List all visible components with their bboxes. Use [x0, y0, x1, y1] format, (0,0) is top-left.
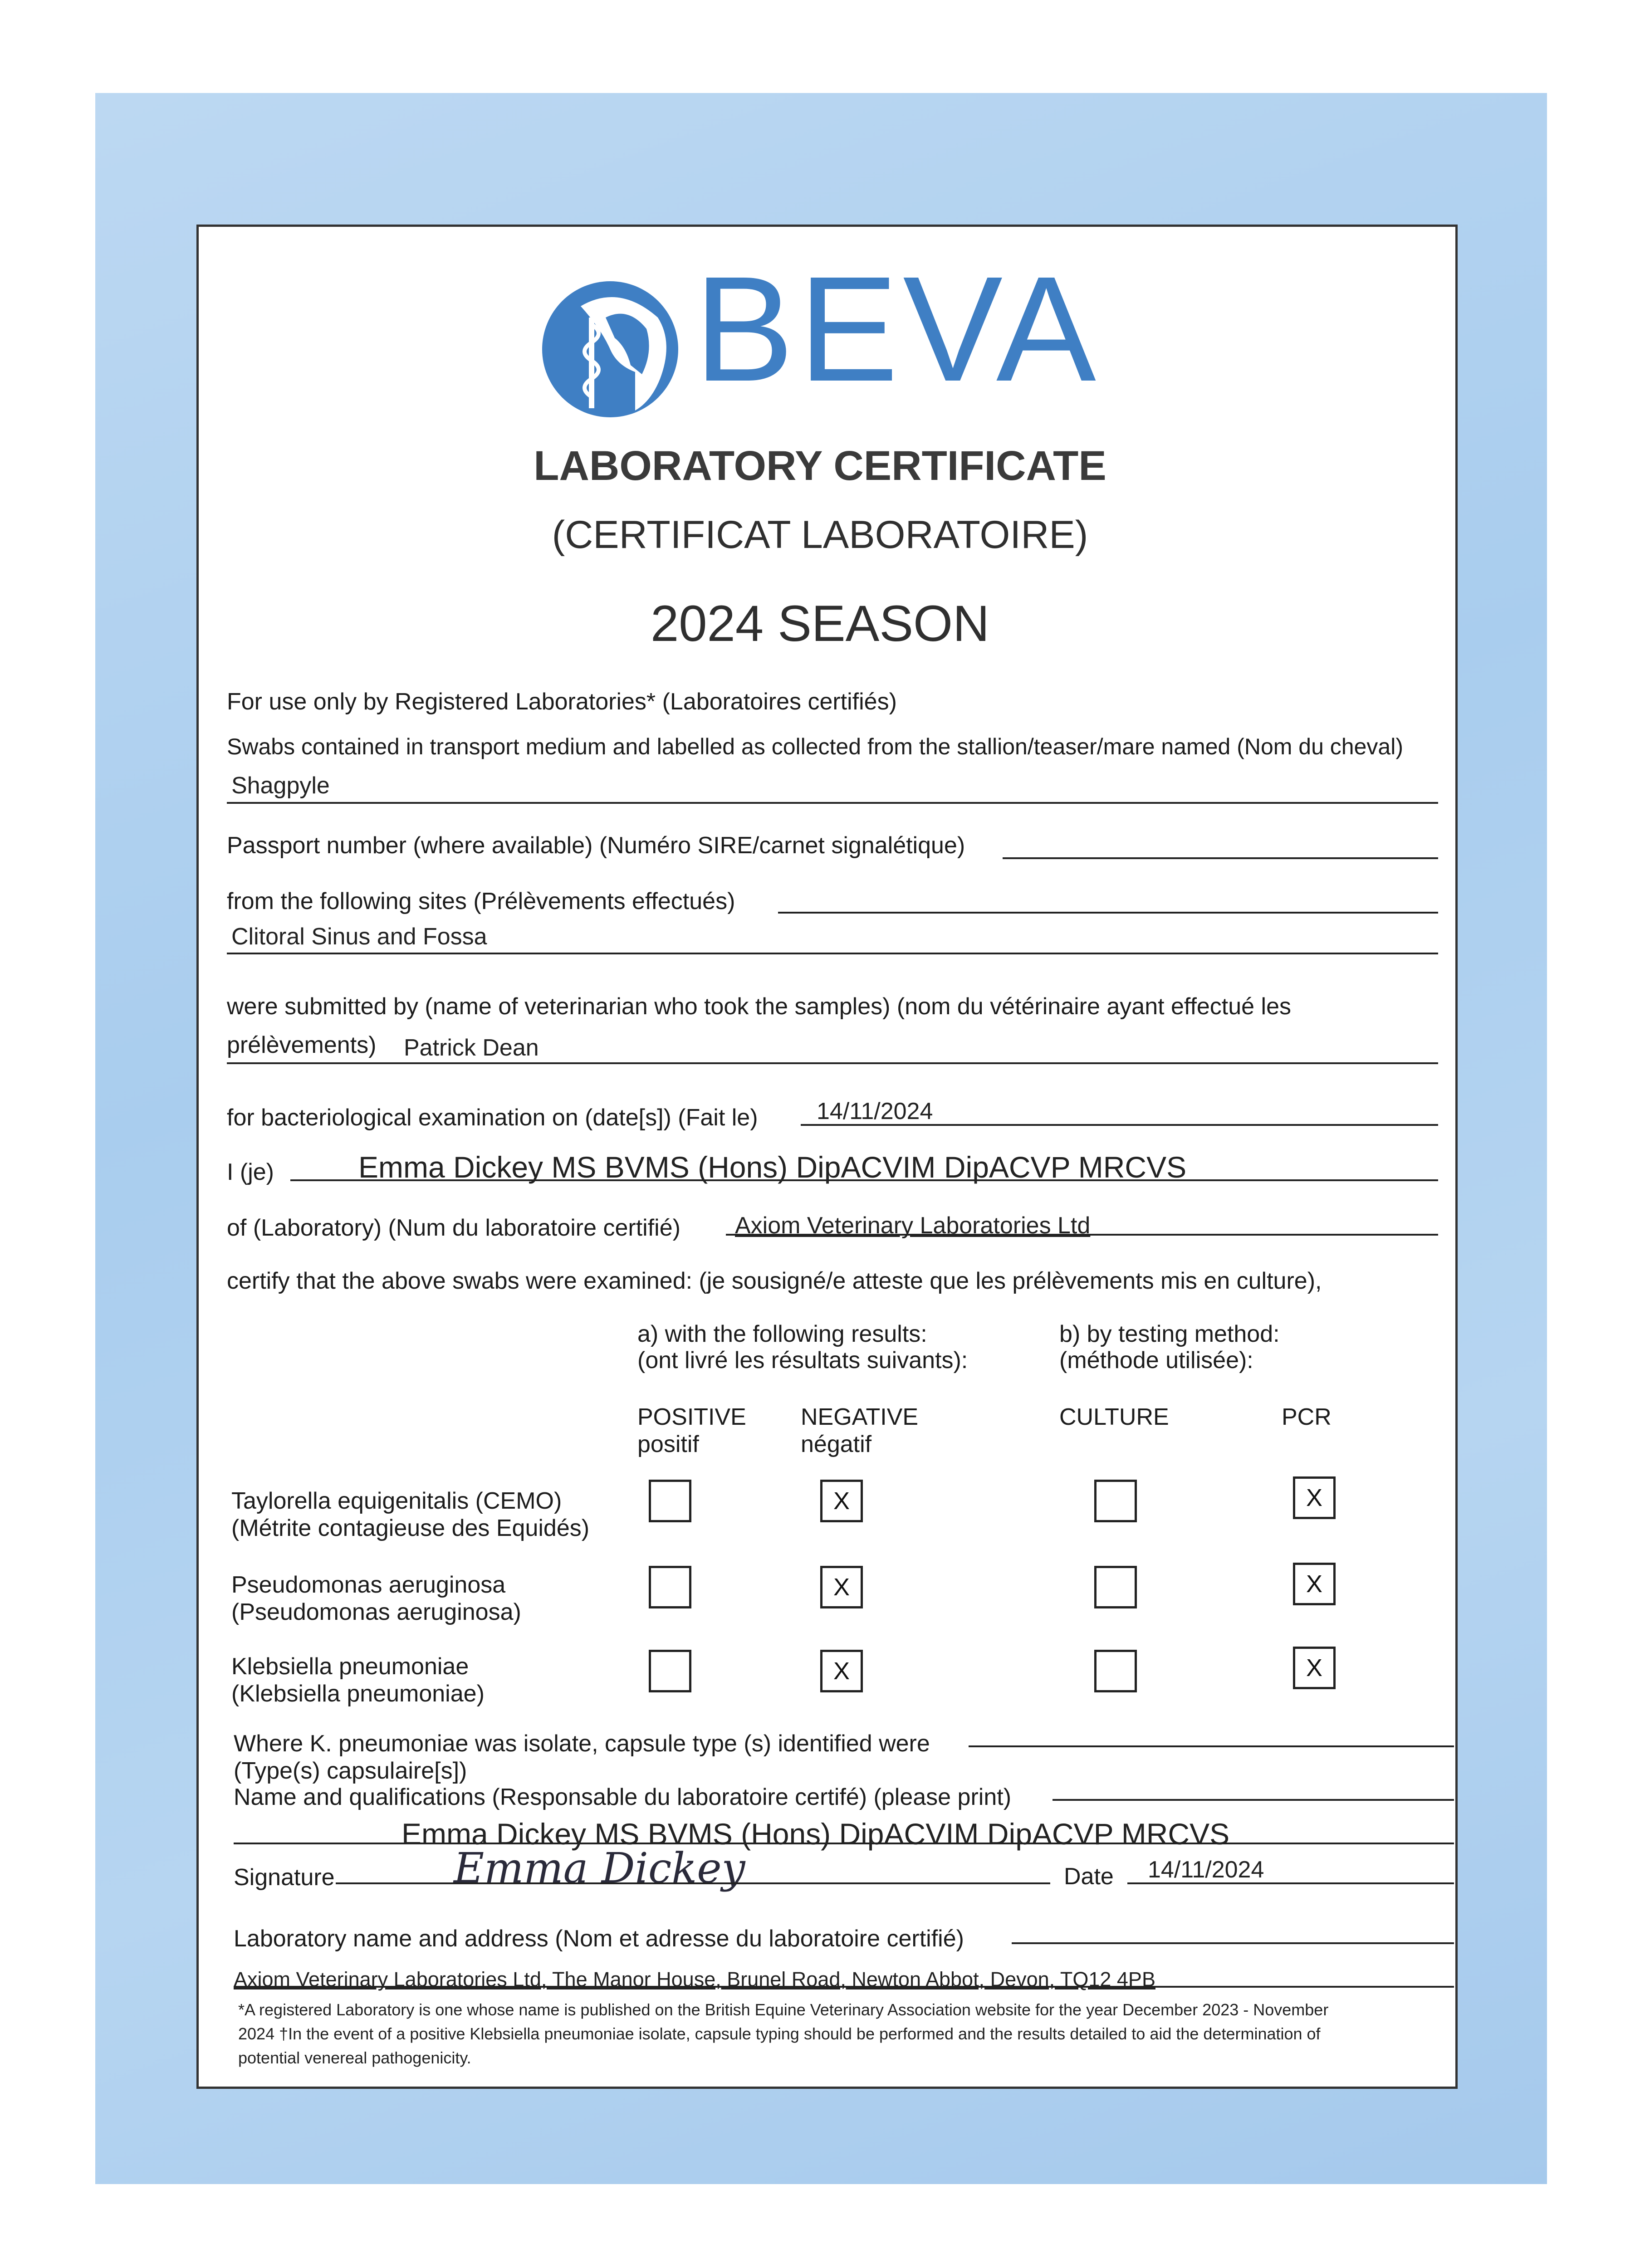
signature-date-line: [1127, 1882, 1454, 1884]
lab-address-line-1: [1012, 1942, 1454, 1944]
method-heading-line-2: (méthode utilisée):: [1059, 1347, 1253, 1374]
culture-checkbox[interactable]: [1094, 1480, 1137, 1522]
culture-checkbox[interactable]: [1094, 1566, 1137, 1608]
i-label: I (je): [227, 1159, 274, 1185]
name-qualifications-label: Name and qualifications (Responsable du laboratoire certifé) (please print): [234, 1784, 1012, 1810]
pcr-checkbox[interactable]: X: [1293, 1476, 1336, 1519]
organism-name: Pseudomonas aeruginosa: [231, 1572, 506, 1598]
method-heading-line-1: b) by testing method:: [1059, 1321, 1280, 1347]
beva-logo-text: BEVA: [694, 245, 1101, 412]
passport-line: [1003, 857, 1438, 859]
lab-address-line-2: [234, 1986, 1454, 1988]
col-positive-header: POSITIVE: [637, 1404, 746, 1430]
positive-checkbox[interactable]: [649, 1566, 691, 1608]
exam-date-label: for bacteriological examination on (date[s]) (Fait le): [227, 1105, 758, 1131]
negative-checkbox[interactable]: X: [820, 1650, 863, 1692]
sites-value: Clitoral Sinus and Fossa: [231, 924, 487, 950]
laboratory-value: Axiom Veterinary Laboratories Ltd: [735, 1212, 1091, 1239]
col-pcr-header: PCR: [1282, 1404, 1332, 1430]
organism-name-fr: (Klebsiella pneumoniae): [231, 1681, 485, 1707]
horse-name-value: Shagpyle: [231, 772, 330, 799]
signature-date-label: Date: [1064, 1863, 1114, 1890]
results-heading-line-1: a) with the following results:: [637, 1321, 927, 1347]
certifier-line: [290, 1179, 1438, 1181]
beva-horse-logo-icon: [538, 274, 683, 424]
signature-label: Signature: [234, 1864, 335, 1891]
capsule-line: [969, 1745, 1454, 1747]
laboratory-line: [726, 1234, 1438, 1236]
positive-checkbox[interactable]: [649, 1480, 691, 1522]
footnote-line-3: potential venereal pathogenicity.: [238, 2048, 471, 2067]
capsule-label: Where K. pneumoniae was isolate, capsule type (s) identified were: [234, 1730, 930, 1757]
name-qualifications-line-1: [1053, 1799, 1454, 1801]
passport-label: Passport number (where available) (Numéro SIRE/carnet signalétique): [227, 832, 965, 859]
horse-name-line: [227, 802, 1438, 804]
footnote-line-1: *A registered Laboratory is one whose name is published on the British Equine Veterinary Association website for the year December 2023 - November: [238, 2000, 1329, 2019]
lab-address-label: Laboratory name and address (Nom et adresse du laboratoire certifié): [234, 1926, 964, 1952]
positive-checkbox[interactable]: [649, 1650, 691, 1692]
laboratory-label: of (Laboratory) (Num du laboratoire certifié): [227, 1215, 680, 1241]
footnote-line-2: 2024 †In the event of a positive Klebsiella pneumoniae isolate, capsule typing should be performed and the results detailed to aid the determination of: [238, 2024, 1321, 2043]
col-negative-header: NEGATIVE: [801, 1404, 919, 1430]
certificate-subtitle: (CERTIFICAT LABORATOIRE): [552, 513, 1088, 557]
sites-line-2: [227, 953, 1438, 954]
pcr-checkbox[interactable]: X: [1293, 1647, 1336, 1689]
sites-label: from the following sites (Prélèvements effectués): [227, 888, 735, 914]
negative-checkbox[interactable]: X: [820, 1480, 863, 1522]
exam-date-value: 14/11/2024: [817, 1098, 933, 1124]
swabs-description: Swabs contained in transport medium and labelled as collected from the stallion/teaser/mare named (Nom du cheval): [227, 734, 1403, 759]
results-heading-line-2: (ont livré les résultats suivants):: [637, 1347, 968, 1374]
vet-line: [227, 1062, 1438, 1064]
lab-address-value: Axiom Veterinary Laboratories Ltd, The Manor House, Brunel Road, Newton Abbot, Devon, TQ12 4PB: [234, 1968, 1155, 1991]
certificate-title: LABORATORY CERTIFICATE: [534, 443, 1106, 489]
name-qualifications-line-2: [234, 1843, 1454, 1844]
sites-line-1: [778, 912, 1438, 914]
exam-date-line: [801, 1124, 1438, 1126]
certifier-name: Emma Dickey MS BVMS (Hons) DipACVIM DipACVP MRCVS: [358, 1150, 1187, 1184]
negative-checkbox[interactable]: X: [820, 1566, 863, 1608]
organism-name: Taylorella equigenitalis (CEMO): [231, 1488, 562, 1514]
culture-checkbox[interactable]: [1094, 1650, 1137, 1692]
season-label: 2024 SEASON: [650, 595, 990, 652]
handwritten-signature: Emma Dickey: [454, 1844, 745, 1892]
vet-label-line-1: were submitted by (name of veterinarian who took the samples) (nom du vétérinaire ayant effectué les: [227, 993, 1292, 1020]
signature-line: [336, 1882, 1050, 1884]
organism-name: Klebsiella pneumoniae: [231, 1653, 469, 1680]
col-negative-header-fr: négatif: [801, 1431, 872, 1457]
registered-labs-note: For use only by Registered Laboratories* (Laboratoires certifiés): [227, 689, 897, 715]
printed-name: Emma Dickey MS BVMS (Hons) DipACVIM DipACVP MRCVS: [401, 1817, 1230, 1851]
signature-date-value: 14/11/2024: [1148, 1857, 1264, 1883]
certify-statement: certify that the above swabs were examined: (je sousigné/e atteste que les prélèvements mis en culture),: [227, 1268, 1322, 1294]
col-positive-header-fr: positif: [637, 1431, 699, 1457]
col-culture-header: CULTURE: [1059, 1404, 1169, 1430]
organism-name-fr: (Métrite contagieuse des Equidés): [231, 1515, 590, 1541]
capsule-label-fr: (Type(s) capsulaire[s]): [234, 1758, 467, 1784]
vet-value: Patrick Dean: [404, 1035, 539, 1061]
pcr-checkbox[interactable]: X: [1293, 1563, 1336, 1605]
organism-name-fr: (Pseudomonas aeruginosa): [231, 1599, 521, 1625]
vet-label-line-2: prélèvements): [227, 1032, 377, 1058]
